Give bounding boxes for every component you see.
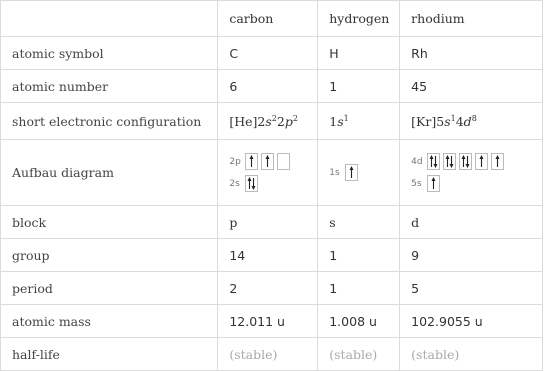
cell-carbon: C xyxy=(218,37,318,70)
cell-carbon: p xyxy=(218,206,318,239)
cell-hydrogen: 1 xyxy=(318,272,400,305)
row-block xyxy=(1,206,543,239)
spin-up-arrow xyxy=(496,155,500,167)
orbital-box xyxy=(427,153,440,170)
row-label: atomic number xyxy=(1,70,218,103)
spin-down-arrow xyxy=(434,156,438,168)
cell-rhodium: 9 xyxy=(400,239,543,272)
row-label: atomic mass xyxy=(1,305,218,338)
spin-up-arrow xyxy=(480,155,484,167)
spin-up-arrow xyxy=(432,177,436,189)
row-label: period xyxy=(1,272,218,305)
row-atomic-mass xyxy=(1,305,543,338)
row-label: atomic symbol xyxy=(1,37,218,70)
row-label: half-life xyxy=(1,338,218,371)
cell-hydrogen xyxy=(318,140,400,206)
orbital-box xyxy=(245,153,258,170)
cell-hydrogen: (stable) xyxy=(318,338,400,371)
cell-carbon: 14 xyxy=(218,239,318,272)
config-electrons: 8 xyxy=(471,113,477,123)
column-header-rhodium: rhodium xyxy=(400,1,543,37)
row-electronic-configuration xyxy=(1,103,543,140)
spin-up-arrow xyxy=(446,155,450,167)
row-aufbau-diagram xyxy=(1,140,543,206)
config-orbital: 1s xyxy=(329,113,344,129)
orbital-box xyxy=(475,153,488,170)
cell-hydrogen: s xyxy=(318,206,400,239)
spin-up-arrow xyxy=(430,155,434,167)
column-header-hydrogen: hydrogen xyxy=(318,1,400,37)
aufbau-diagram xyxy=(411,151,542,195)
cell-hydrogen: 1.008 u xyxy=(318,305,400,338)
orbital-box xyxy=(245,175,258,192)
orbital-label: 4d xyxy=(411,156,423,167)
cell-rhodium: 102.9055 u xyxy=(400,305,543,338)
orbital-box xyxy=(427,175,440,192)
row-label: block xyxy=(1,206,218,239)
config-electrons: 1 xyxy=(450,113,456,123)
cell-hydrogen: 1 xyxy=(318,70,400,103)
column-header-carbon: carbon xyxy=(218,1,318,37)
cell-rhodium: (stable) xyxy=(400,338,543,371)
row-half-life xyxy=(1,338,543,371)
row-label: group xyxy=(1,239,218,272)
config-orbital: 2s xyxy=(257,113,272,129)
cell-carbon: 2 xyxy=(218,272,318,305)
aufbau-diagram xyxy=(329,162,399,184)
orbital-box xyxy=(277,153,290,170)
corner-cell xyxy=(1,1,218,37)
cell-hydrogen: 1 xyxy=(318,239,400,272)
aufbau-diagram xyxy=(229,151,317,195)
config-core: [Kr] xyxy=(411,113,437,129)
aufbau-level xyxy=(329,162,399,184)
config-core: [He] xyxy=(229,113,258,129)
orbital-label: 5s xyxy=(411,178,422,189)
cell-carbon xyxy=(218,103,318,140)
aufbau-level xyxy=(229,151,317,173)
cell-hydrogen: H xyxy=(318,37,400,70)
config-electrons: 2 xyxy=(292,113,298,123)
cell-carbon xyxy=(218,140,318,206)
aufbau-level xyxy=(411,173,542,195)
orbital-label: 2p xyxy=(229,156,241,167)
orbital-box xyxy=(491,153,504,170)
spin-up-arrow xyxy=(266,155,270,167)
cell-rhodium: d xyxy=(400,206,543,239)
config-orbital: 2p xyxy=(276,113,293,129)
orbital-box xyxy=(345,164,358,181)
aufbau-level xyxy=(229,173,317,195)
orbital-label: 1s xyxy=(329,167,340,178)
spin-down-arrow xyxy=(466,156,470,168)
spin-up-arrow xyxy=(248,177,252,189)
cell-carbon: 12.011 u xyxy=(218,305,318,338)
row-period xyxy=(1,272,543,305)
config-orbital: 4d xyxy=(455,113,472,129)
spin-up-arrow xyxy=(462,155,466,167)
config-electrons: 2 xyxy=(271,113,277,123)
orbital-label: 2s xyxy=(229,178,240,189)
cell-rhodium: 45 xyxy=(400,70,543,103)
row-atomic-number xyxy=(1,70,543,103)
cell-rhodium xyxy=(400,140,543,206)
cell-hydrogen xyxy=(318,103,400,140)
config-orbital: 5s xyxy=(436,113,451,129)
cell-rhodium: Rh xyxy=(400,37,543,70)
cell-rhodium: 5 xyxy=(400,272,543,305)
cell-carbon: (stable) xyxy=(218,338,318,371)
spin-up-arrow xyxy=(250,155,254,167)
row-atomic-symbol xyxy=(1,37,543,70)
spin-down-arrow xyxy=(450,156,454,168)
aufbau-level xyxy=(411,151,542,173)
spin-up-arrow xyxy=(350,166,354,178)
row-label: short electronic configuration xyxy=(1,103,218,140)
config-electrons: 1 xyxy=(343,113,349,123)
cell-carbon: 6 xyxy=(218,70,318,103)
orbital-box xyxy=(459,153,472,170)
orbital-box xyxy=(261,153,274,170)
row-label: Aufbau diagram xyxy=(1,140,218,206)
header-row xyxy=(1,1,543,37)
orbital-box xyxy=(443,153,456,170)
cell-rhodium xyxy=(400,103,543,140)
spin-down-arrow xyxy=(252,178,256,190)
row-group xyxy=(1,239,543,272)
